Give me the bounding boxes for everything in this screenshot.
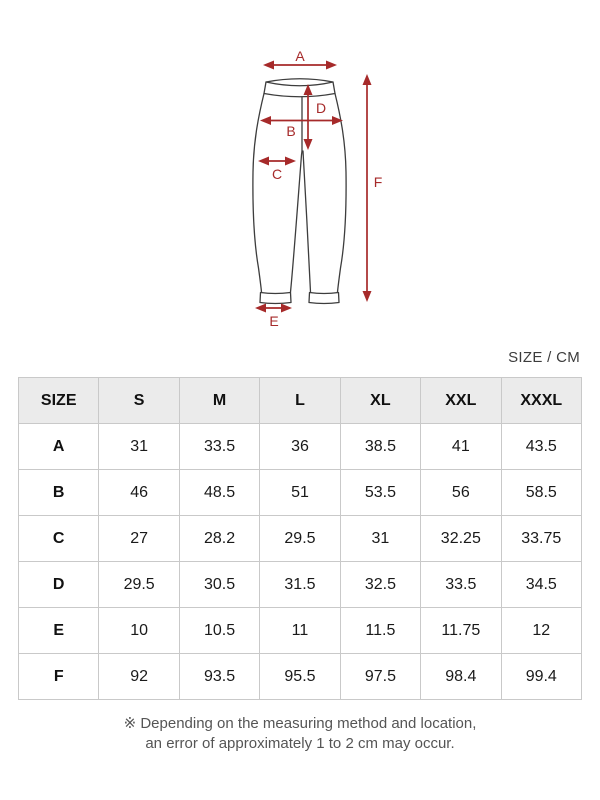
table-cell: 46 xyxy=(99,470,179,516)
table-cell: 53.5 xyxy=(340,470,420,516)
units-label: SIZE / CM xyxy=(508,349,580,366)
header-cell-l: L xyxy=(260,378,340,424)
table-cell: 33.5 xyxy=(421,562,501,608)
table-cell: 32.25 xyxy=(421,516,501,562)
table-cell: 38.5 xyxy=(340,424,420,470)
header-cell-s: S xyxy=(99,378,179,424)
table-cell: 48.5 xyxy=(179,470,259,516)
table-row-c xyxy=(19,516,582,562)
table-row-a xyxy=(19,424,582,470)
table-row-e xyxy=(19,608,582,654)
table-cell: 36 xyxy=(260,424,340,470)
arrow-c xyxy=(258,157,296,183)
table-cell: 34.5 xyxy=(501,562,581,608)
table-cell: 29.5 xyxy=(99,562,179,608)
label-b: B xyxy=(286,123,296,139)
table-cell: 31 xyxy=(99,424,179,470)
table-cell: 10 xyxy=(99,608,179,654)
table-cell: 56 xyxy=(421,470,501,516)
size-table-header xyxy=(19,378,582,424)
arrow-f xyxy=(363,74,383,302)
table-cell: 98.4 xyxy=(421,654,501,700)
arrow-a xyxy=(263,48,337,70)
row-label-d: D xyxy=(19,562,99,608)
table-cell: 29.5 xyxy=(260,516,340,562)
row-label-b: B xyxy=(19,470,99,516)
table-row-b xyxy=(19,470,582,516)
table-cell: 41 xyxy=(421,424,501,470)
header-cell-xxxl: XXXL xyxy=(501,378,581,424)
table-cell: 95.5 xyxy=(260,654,340,700)
label-c: C xyxy=(271,166,283,182)
table-cell: 33.5 xyxy=(179,424,259,470)
table-cell: 97.5 xyxy=(340,654,420,700)
row-label-c: C xyxy=(19,516,99,562)
table-row-f xyxy=(19,654,582,700)
table-cell: 30.5 xyxy=(179,562,259,608)
label-d: D xyxy=(315,100,327,116)
table-cell: 99.4 xyxy=(501,654,581,700)
header-cell-xl: XL xyxy=(340,378,420,424)
header-cell-xxl: XXL xyxy=(421,378,501,424)
row-label-a: A xyxy=(19,424,99,470)
table-cell: 43.5 xyxy=(501,424,581,470)
row-label-e: E xyxy=(19,608,99,654)
table-cell: 28.2 xyxy=(179,516,259,562)
size-table-body xyxy=(19,424,582,700)
arrow-d xyxy=(304,84,327,150)
table-cell: 51 xyxy=(260,470,340,516)
header-cell-size: SIZE xyxy=(19,378,99,424)
table-row-d xyxy=(19,562,582,608)
table-cell: 12 xyxy=(501,608,581,654)
footnote-line-2: an error of approximately 1 to 2 cm may occur. xyxy=(145,735,455,752)
label-a: A xyxy=(295,48,305,64)
footnote-line-1: ※ Depending on the measuring method and location, xyxy=(123,715,477,732)
table-cell: 27 xyxy=(99,516,179,562)
table-cell: 31 xyxy=(340,516,420,562)
table-cell: 31.5 xyxy=(260,562,340,608)
header-row xyxy=(19,378,582,424)
arrow-e xyxy=(255,304,292,330)
label-f: F xyxy=(373,174,383,190)
table-cell: 33.75 xyxy=(501,516,581,562)
pants-measurement-diagram xyxy=(0,0,600,345)
table-cell: 10.5 xyxy=(179,608,259,654)
table-cell: 92 xyxy=(99,654,179,700)
label-e: E xyxy=(269,313,279,329)
footnote xyxy=(0,714,600,754)
table-cell: 11 xyxy=(260,608,340,654)
table-cell: 11.5 xyxy=(340,608,420,654)
header-cell-m: M xyxy=(179,378,259,424)
table-cell: 93.5 xyxy=(179,654,259,700)
table-cell: 58.5 xyxy=(501,470,581,516)
table-cell: 32.5 xyxy=(340,562,420,608)
pants-outline xyxy=(253,79,346,304)
size-table xyxy=(18,377,582,700)
table-cell: 11.75 xyxy=(421,608,501,654)
row-label-f: F xyxy=(19,654,99,700)
